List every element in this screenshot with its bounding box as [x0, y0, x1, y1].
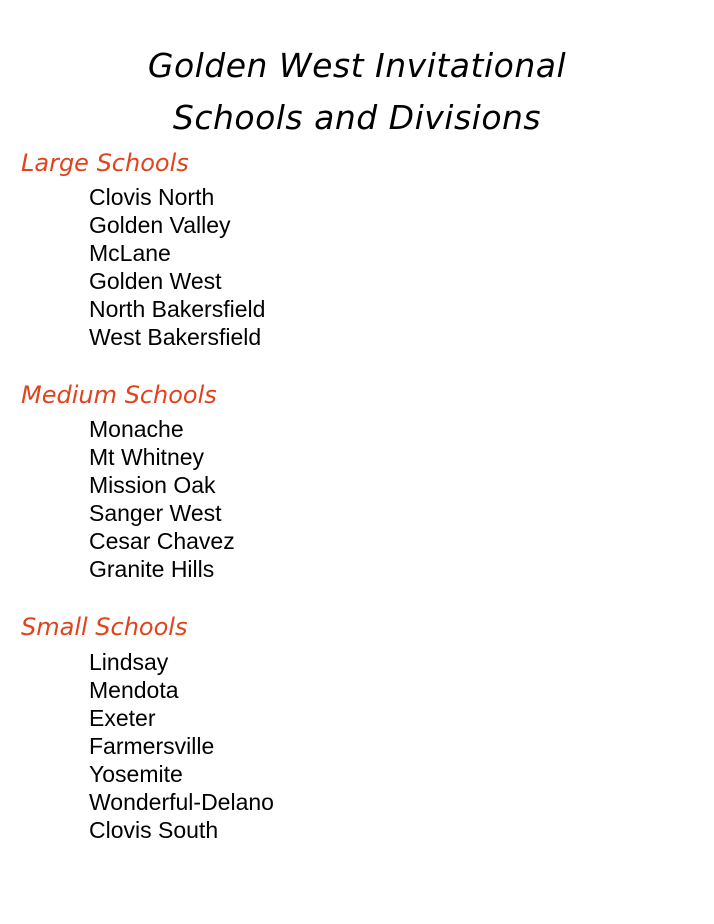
school-item: North Bakersfield: [89, 296, 266, 322]
school-item: McLane: [89, 240, 171, 266]
division-heading-large: Large Schools: [21, 149, 189, 177]
school-item: West Bakersfield: [89, 324, 262, 350]
school-item: Farmersville: [89, 733, 215, 759]
school-item: Lindsay: [89, 649, 169, 675]
school-item: Sanger West: [89, 500, 222, 526]
school-item: Golden Valley: [89, 212, 231, 238]
school-item: Cesar Chavez: [89, 528, 235, 554]
school-item: Yosemite: [89, 761, 183, 787]
school-list-small: [89, 648, 274, 844]
school-item: Golden West: [89, 268, 222, 294]
school-item: Mission Oak: [89, 472, 216, 498]
school-item: Granite Hills: [89, 556, 215, 582]
school-item: Monache: [89, 416, 184, 442]
title-line-2: Schools and Divisions: [172, 98, 542, 137]
title-line-1: Golden West Invitational: [147, 46, 567, 85]
school-item: Mt Whitney: [89, 444, 205, 470]
school-item: Clovis North: [89, 184, 215, 210]
school-item: Clovis South: [89, 817, 219, 843]
school-item: Exeter: [89, 705, 156, 731]
division-heading-medium: Medium Schools: [21, 381, 217, 409]
school-item: Wonderful-Delano: [89, 789, 274, 815]
school-item: Mendota: [89, 677, 179, 703]
division-heading-small: Small Schools: [21, 613, 188, 641]
school-list-large: [89, 183, 265, 351]
school-list-medium: [89, 415, 235, 583]
